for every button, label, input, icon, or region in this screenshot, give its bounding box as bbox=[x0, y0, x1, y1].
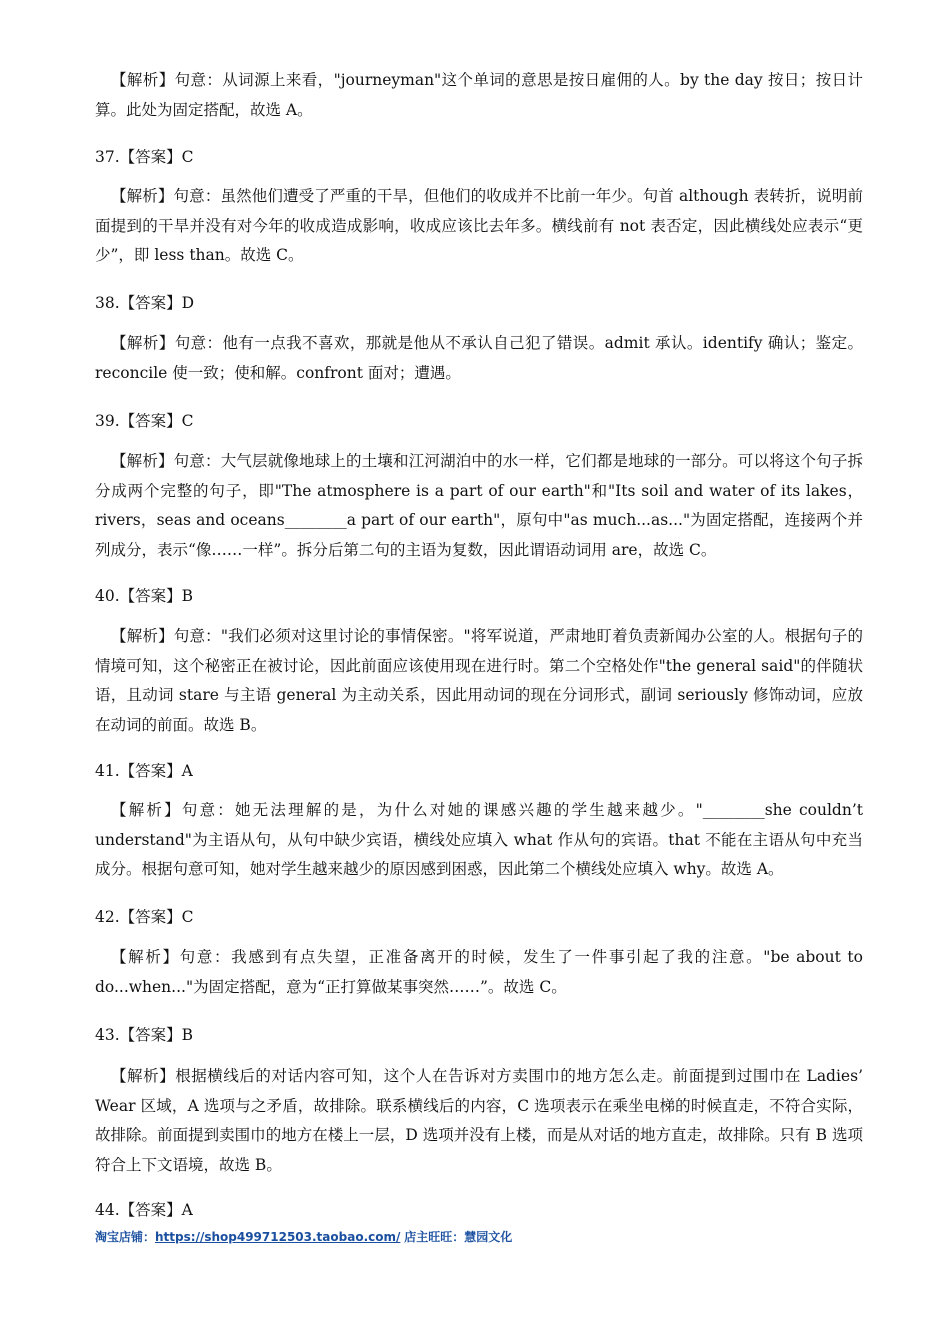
shop-link[interactable]: https://shop499712503.taobao.com/ bbox=[155, 1230, 401, 1244]
answer-37: 37.【答案】C bbox=[95, 148, 194, 166]
answer-43: 43.【答案】B bbox=[95, 1026, 194, 1044]
analysis-36: 【解析】句意：从词源上来看，"journeyman"这个单词的意思是按日雇佣的人。by the day 按日；按日计算。此处为固定搭配，故选 A。 bbox=[95, 71, 863, 119]
answer-42: 42.【答案】C bbox=[95, 908, 194, 926]
footer bbox=[95, 1228, 512, 1245]
answer-40: 40.【答案】B bbox=[95, 587, 194, 605]
owner-label: 店主旺旺： bbox=[404, 1230, 465, 1244]
analysis-39: 【解析】句意：大气层就像地球上的土壤和江河湖泊中的水一样，它们都是地球的一部分。可以将这个句子拆分成两个完整的句子，即"The atmosphere is a part of our earth"和"Its soil and water of its lakes，rivers，seas and oceans________a part of our earth"，原句中"as much...as..."为固定搭配，连接两个并列成分，表示“像……一样”。拆分后第二句的主语为复数，因此谓语动词用 are，故选 C。 bbox=[95, 452, 863, 559]
analysis-37: 【解析】句意：虽然他们遭受了严重的干旱，但他们的收成并不比前一年少。句首 although 表转折，说明前面提到的干旱并没有对今年的收成造成影响，收成应该比去年多。横线前有 not 表否定，因此横线处应表示“更少”，即 less than。故选 C。 bbox=[95, 187, 863, 264]
answer-44: 44.【答案】A bbox=[95, 1201, 193, 1219]
answer-41: 41.【答案】A bbox=[95, 762, 193, 780]
answer-39: 39.【答案】C bbox=[95, 412, 194, 430]
analysis-43: 【解析】根据横线后的对话内容可知，这个人在告诉对方卖围巾的地方怎么走。前面提到过围巾在 Ladies’ Wear 区域，A 选项与之矛盾，故排除。联系横线后的内容，C 选项表示在乘坐电梯的时候直走，不符合实际，故排除。前面提到卖围巾的地方在楼上一层，D 选项并没有上楼，而是从对话的地方直走，故排除。只有 B 选项符合上下文语境，故选 B。 bbox=[95, 1067, 863, 1174]
owner-name: 慧园文化 bbox=[464, 1230, 513, 1244]
analysis-42: 【解析】句意：我感到有点失望，正准备离开的时候，发生了一件事引起了我的注意。"be about to do...when..."为固定搭配，意为“正打算做某事突然……”。故选 C。 bbox=[95, 948, 863, 996]
analysis-41: 【解析】句意：她无法理解的是，为什么对她的课感兴趣的学生越来越少。"________she couldn’t understand"为主语从句，从句中缺少宾语，横线处应填入 what 作从句的宾语。that 不能在主语从句中充当成分。根据句意可知，她对学生越来越少的原因感到困惑，因此第二个横线处应填入 why。故选 A。 bbox=[95, 801, 863, 878]
analysis-38: 【解析】句意：他有一点我不喜欢，那就是他从不承认自己犯了错误。admit 承认。identify 确认；鉴定。reconcile 使一致；使和解。confront 面对；遭遇。 bbox=[95, 334, 863, 382]
answer-38: 38.【答案】D bbox=[95, 294, 195, 312]
analysis-40: 【解析】句意："我们必须对这里讨论的事情保密。"将军说道，严肃地盯着负责新闻办公室的人。根据句子的情境可知，这个秘密正在被讨论，因此前面应该使用现在进行时。第二个空格处作"the general said"的伴随状语，且动词 stare 与主语 general 为主动关系，因此用动词的现在分词形式，副词 seriously 修饰动词，应放在动词的前面。故选 B。 bbox=[95, 627, 863, 734]
shop-label: 淘宝店铺： bbox=[95, 1230, 156, 1244]
